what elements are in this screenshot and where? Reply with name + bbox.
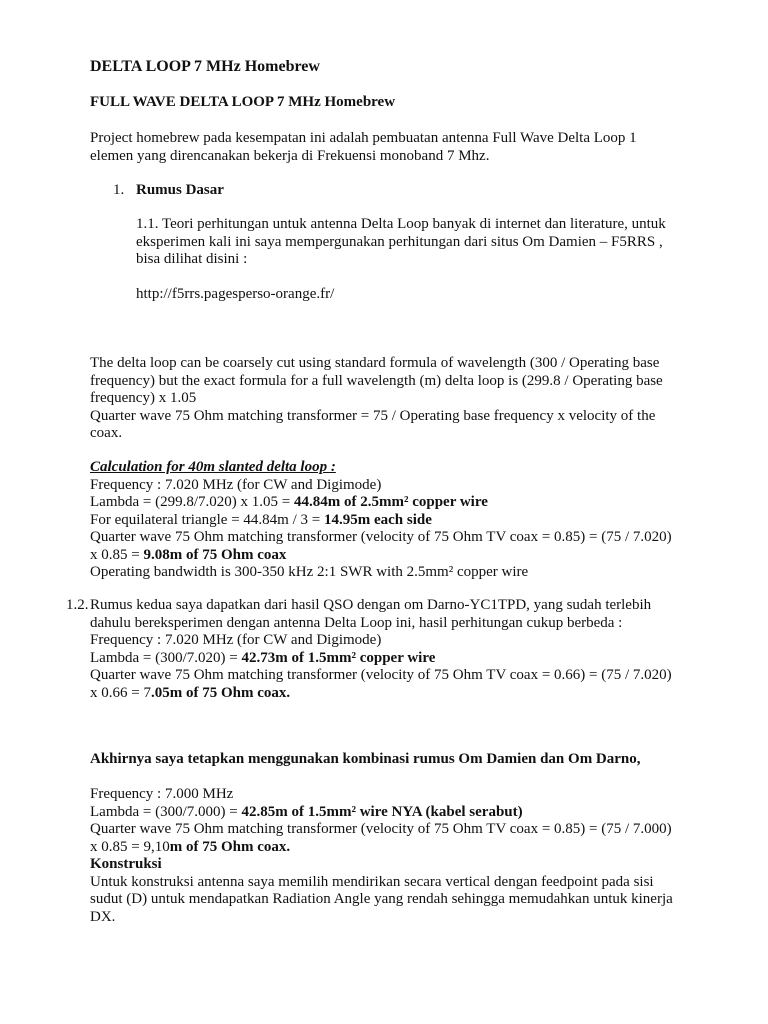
bold-result: m of 75 Ohm coax. (169, 838, 291, 855)
text-part: Lambda = (300/7.020) = (90, 649, 242, 666)
text-line (90, 512, 700, 530)
text-line: The delta loop can be coarsely cut using standard formula of wavelength (300 / Operating base (90, 355, 660, 371)
section-1-1-number: 1.1. (136, 216, 159, 232)
text-line: frequency) x 1.05 (90, 390, 197, 406)
intro-line: Project homebrew pada kesempatan ini adalah pembuatan antenna Full Wave Delta Loop 1 (90, 130, 637, 146)
calculation-heading: Calculation for 40m slanted delta loop : (90, 459, 336, 475)
text-line: Quarter wave 75 Ohm matching transformer (velocity of 75 Ohm TV coax = 0.85) = (75 / 7.020) (90, 529, 672, 545)
text-part: For equilateral triangle = 44.84m / 3 = (90, 511, 324, 528)
text-part: x 0.85 = (90, 546, 144, 563)
final-heading: Akhirnya saya tetapkan menggunakan kombinasi rumus Om Damien dan Om Darno, (90, 751, 641, 767)
document-subtitle: FULL WAVE DELTA LOOP 7 MHz Homebrew (90, 94, 396, 110)
text-line: Untuk konstruksi antenna saya memilih mendirikan secara vertical dengan feedpoint pada sisi (90, 873, 654, 890)
document-title: DELTA LOOP 7 MHz Homebrew (90, 58, 320, 75)
text-line: Rumus kedua saya dapatkan dari hasil QSO dengan om Darno-YC1TPD, yang sudah terlebih (90, 597, 652, 613)
calculation-block (90, 459, 700, 582)
text-line: Operating bandwidth is 300-350 kHz 2:1 SWR with 2.5mm² copper wire (90, 564, 529, 580)
text-line: Frequency : 7.020 MHz (for CW and Digimode) (90, 632, 382, 648)
text-line: eksperimen kali ini saya mempergunakan perhitungan dari situs Om Damien – F5RRS , (136, 233, 663, 250)
text-line (90, 685, 700, 703)
section-1-number: 1. (113, 182, 125, 198)
text-line: Frequency : 7.000 MHz (90, 786, 234, 802)
text-line: Quarter wave 75 Ohm matching transformer = 75 / Operating base frequency x velocity of the (90, 407, 656, 424)
construction-heading: Konstruksi (90, 856, 162, 872)
section-1-2-number: 1.2. (66, 597, 89, 613)
section-1-1-text-cont (136, 234, 716, 269)
bold-result: 14.95m each side (323, 511, 432, 528)
bold-result: 9.08m of 75 Ohm coax (143, 546, 287, 563)
text-line: Quarter wave 75 Ohm matching transformer (velocity of 75 Ohm TV coax = 0.85) = (75 / 7.000) (90, 821, 672, 837)
intro-line: elemen yang direncanakan bekerja di Frekuensi monoband 7 Mhz. (90, 147, 490, 164)
bold-result: 42.73m of 1.5mm² copper wire (241, 649, 436, 666)
reference-link[interactable] (136, 286, 736, 304)
text-line: coax. (90, 425, 123, 441)
text-line: sudut (D) untuk mendapatkan Radiation Angle yang rendah sehingga memudahkan untuk kinerja (90, 891, 673, 907)
section-1-1-text (162, 216, 722, 234)
text-part: x 0.85 = 9,10 (90, 838, 170, 855)
section-1-title: Rumus Dasar (136, 182, 224, 198)
text-line: Frequency : 7.020 MHz (for CW and Digimode) (90, 476, 382, 493)
bold-result: 44.84m of 2.5mm² copper wire (293, 494, 488, 510)
bold-result: 42.85m of 1.5mm² wire NYA (kabel serabut) (241, 803, 523, 820)
text-line (90, 650, 700, 668)
english-formula-paragraph (90, 355, 700, 443)
final-formula-block (90, 786, 700, 926)
text-line: Quarter wave 75 Ohm matching transformer (velocity of 75 Ohm TV coax = 0.66) = (75 / 7.020) (90, 667, 672, 683)
text-line (90, 839, 700, 857)
text-line (90, 494, 700, 512)
text-line: bisa dilihat disini : (136, 251, 248, 267)
text-part: x 0.66 = 7 (90, 684, 151, 701)
text-line (90, 804, 700, 822)
text-line: Teori perhitungan untuk antenna Delta Loop banyak di internet dan literature, untuk (162, 216, 666, 232)
section-1-2-block (90, 597, 700, 702)
text-line: frequency) but the exact formula for a full wavelength (m) delta loop is (299.8 / Operating base (90, 372, 663, 389)
text-part: Lambda = (300/7.000) = (90, 803, 242, 820)
intro-paragraph (90, 130, 690, 165)
text-line: dahulu bereksperimen dengan antenna Delta Loop ini, hasil perhitungan cukup berbeda : (90, 614, 623, 631)
text-part: Lambda = (299.8/7.020) x 1.05 = (90, 494, 294, 510)
url-link[interactable]: http://f5rrs.pagesperso-orange.fr/ (136, 286, 335, 302)
text-line: DX. (90, 908, 116, 925)
bold-result: .05m of 75 Ohm coax. (150, 684, 291, 701)
text-line (90, 547, 700, 565)
